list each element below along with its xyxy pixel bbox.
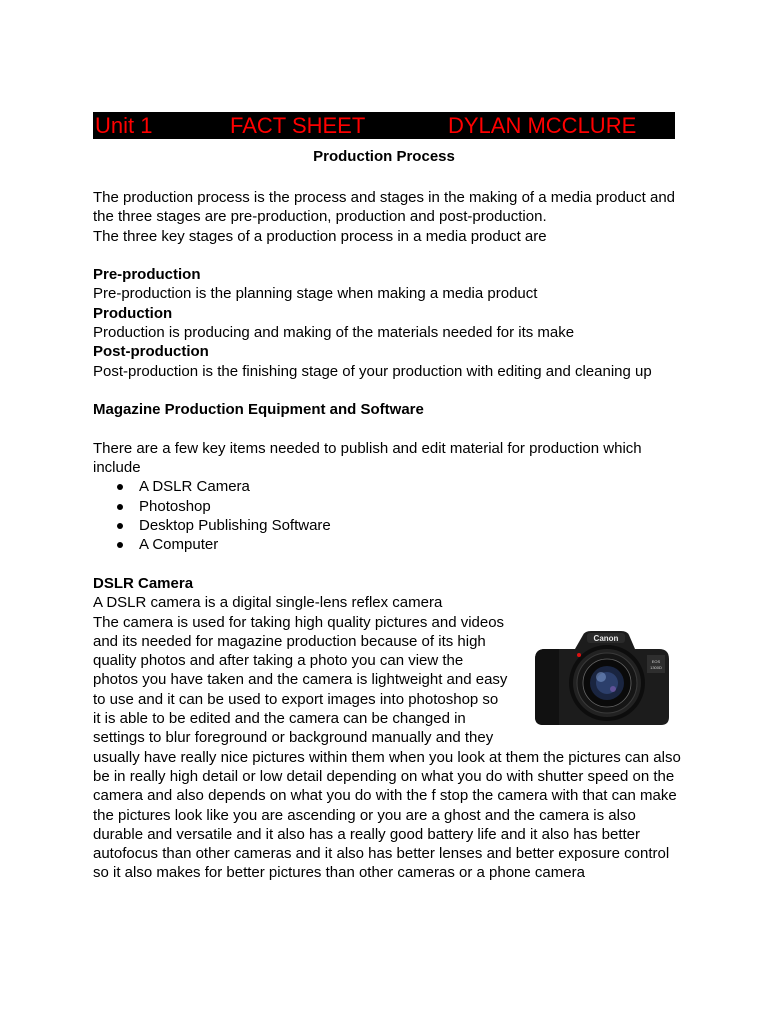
dslr-description: The camera is used for taking high quality pictures and videos and its needed for magazine production because of its high quality photos and after taking a photo you can view the photos you have taken and the camera is lightweight and easy to use and it can be used to export images into photoshop so it is able to be edited and the camera can be changed in settings to blur foreground or background manually and they usually have really nice pictures within them when you look at them the pictures can also be in really high detail or low detail depending on what you do with shutter speed on the camera and also depends on what you do with the f stop the camera with that can make the pictures look like you are ascending or you are a ghost and the camera is also durable and versatile and it also has a really good battery life and it also has better autofocus than other cameras and it also has better lenses and better exposure control so it also makes for better pictures than other cameras or a phone camera [93, 613, 681, 882]
stage-heading-production: Production [93, 304, 173, 322]
document-body [93, 188, 683, 883]
stage-heading-post-production: Post-production [93, 343, 209, 361]
equipment-list [93, 477, 683, 554]
stage-text-pre-production: Pre-production is the planning stage when making a media product [93, 285, 538, 303]
list-item: A DSLR Camera [93, 477, 683, 496]
header-unit: Unit 1 [95, 113, 153, 138]
stage-text-post-production: Post-production is the finishing stage of your production with editing and cleaning up [93, 362, 652, 380]
camera-brand-text: Canon [593, 633, 619, 643]
list-item: Desktop Publishing Software [93, 516, 683, 535]
intro-paragraph: The production process is the process and stages in the making of a media product and the three stages are pre-production, production and post-production. [93, 189, 676, 226]
dslr-heading: DSLR Camera [93, 574, 194, 592]
equipment-heading: Magazine Production Equipment and Software [93, 401, 424, 419]
document-title: Production Process [313, 148, 455, 165]
header-title: FACT SHEET [230, 113, 366, 138]
list-item: Photoshop [93, 497, 683, 516]
stage-text-production: Production is producing and making of the materials needed for its make [93, 324, 575, 342]
stage-heading-pre-production: Pre-production [93, 266, 201, 284]
dslr-definition: A DSLR camera is a digital single-lens reflex camera [93, 594, 443, 612]
intro-paragraph-2: The three key stages of a production process in a media product are [93, 227, 547, 245]
list-item: A Computer [93, 535, 683, 554]
header-author: DYLAN MCCLURE [448, 113, 637, 138]
header-bar [93, 112, 675, 139]
svg-text:EOS: EOS [651, 658, 661, 664]
svg-text:1300D: 1300D [650, 664, 662, 670]
equipment-intro: There are a few key items needed to publish and edit material for production which include [93, 439, 642, 477]
dslr-camera-image [529, 619, 673, 731]
